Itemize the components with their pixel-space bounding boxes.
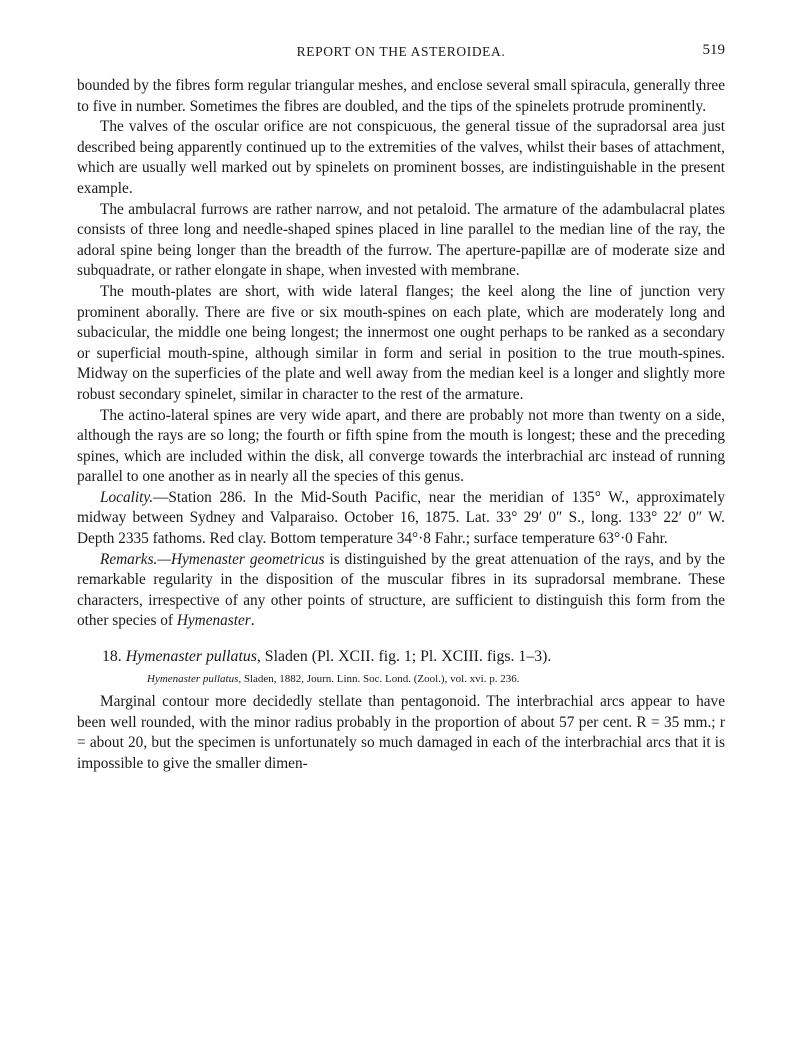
running-head: REPORT ON THE ASTEROIDEA. <box>296 44 506 59</box>
remarks-end: . <box>250 612 255 630</box>
paragraph-oscular-valves: The valves of the oscular orifice are not conspicuous, the general tissue of the supradorsal area just described being apparently continued up to the extremities of the valves, whilst their bases of attachment, which are usually well marked out by spinelets on prominent bosses, are indistinguishable in the present example. <box>77 118 725 197</box>
synonym-reference <box>77 670 725 688</box>
synonym-citation: , Sladen, 1882, Journ. Linn. Soc. Lond. (Zool.), vol. xvi. p. 236. <box>238 673 520 686</box>
species-author-plates: , Sladen (Pl. XCII. fig. 1; Pl. XCIII. figs. 1–3). <box>256 648 552 666</box>
remarks-species: —Hymenaster geometricus <box>157 550 325 568</box>
paragraph-description: Marginal contour more decidedly stellate than pentagonoid. The interbrachial arcs appear to have been well rounded, with the minor radius probably in the proportion of about 57 per cent. R = 35 mm.; r = about 20, but the specimen is unfortunately so much damaged in each of the interbrachial arcs that it is impossible to give the smaller dimen- <box>77 693 725 772</box>
paragraph-locality <box>77 488 725 550</box>
page <box>77 40 725 774</box>
page-number: 519 <box>702 42 725 58</box>
species-heading <box>77 646 725 668</box>
page-header <box>77 40 725 66</box>
paragraph-actino-lateral-spines: The actino-lateral spines are very wide apart, and there are probably not more than twenty on a side, although the rays are so long; the fourth or fifth spine from the mouth is longest; these and the preceding spines, which are included within the disk, all converge towards the interbrachial arc instead of running parallel to one another as in nearly all the species of this genus. <box>77 406 725 486</box>
remarks-genus: Hymenaster <box>176 612 251 630</box>
remarks-label: Remarks. <box>100 550 158 568</box>
locality-text: —Station 286. In the Mid-South Pacific, near the meridian of 135° W., approximately midway between Sydney and Valparaiso. October 16, 1875. Lat. 33° 29′ 0″ S., long. 133° 22′ 0″ W. Depth 2335 fathoms. Red clay. Bottom temperature 34°·8 Fahr.; surface temperature 63°·0 Fahr. <box>77 488 725 548</box>
locality-label: Locality. <box>100 488 154 506</box>
paragraph-continuation: bounded by the fibres form regular triangular meshes, and enclose several small spiracula, generally three to five in number. Sometimes the fibres are doubled, and the tips of the spinelets protrude prominently. <box>77 77 725 115</box>
paragraph-mouth-plates: The mouth-plates are short, with wide lateral flanges; the keel along the line of junction very prominent aborally. There are five or six mouth-spines on each plate, which are moderately long and subacicular, the middle one being longest; the innermost one ought perhaps to be ranked as a secondary or superficial mouth-spine, although similar in form and serial in position to the true mouth-spines. Midway on the superficies of the plate and well away from the median keel is a longer and slightly more robust secondary spinelet, similar in character to the rest of the armature. <box>77 282 725 403</box>
species-name: Hymenaster pullatus <box>125 648 257 666</box>
paragraph-ambulacral-furrows: The ambulacral furrows are rather narrow, and not petaloid. The armature of the adambulacral plates consists of three long and needle-shaped spines placed in line parallel to the median line of the ray, the adoral spine being longer than the breadth of the furrow. The aperture-papillæ are of moderate size and subquadrate, or rather elongate in shape, when invested with membrane. <box>77 200 725 280</box>
species-number: 18. <box>102 648 122 666</box>
synonym-name: Hymenaster pullatus <box>147 673 239 686</box>
paragraph-remarks <box>77 550 725 632</box>
remarks-text: is distinguished by the great attenuation of the rays, and by the remarkable regularity in the disposition of the muscular fibres in its supradorsal membrane. These characters, irrespective of any other points of structure, are sufficient to distinguish this form from the other species of <box>77 550 726 630</box>
